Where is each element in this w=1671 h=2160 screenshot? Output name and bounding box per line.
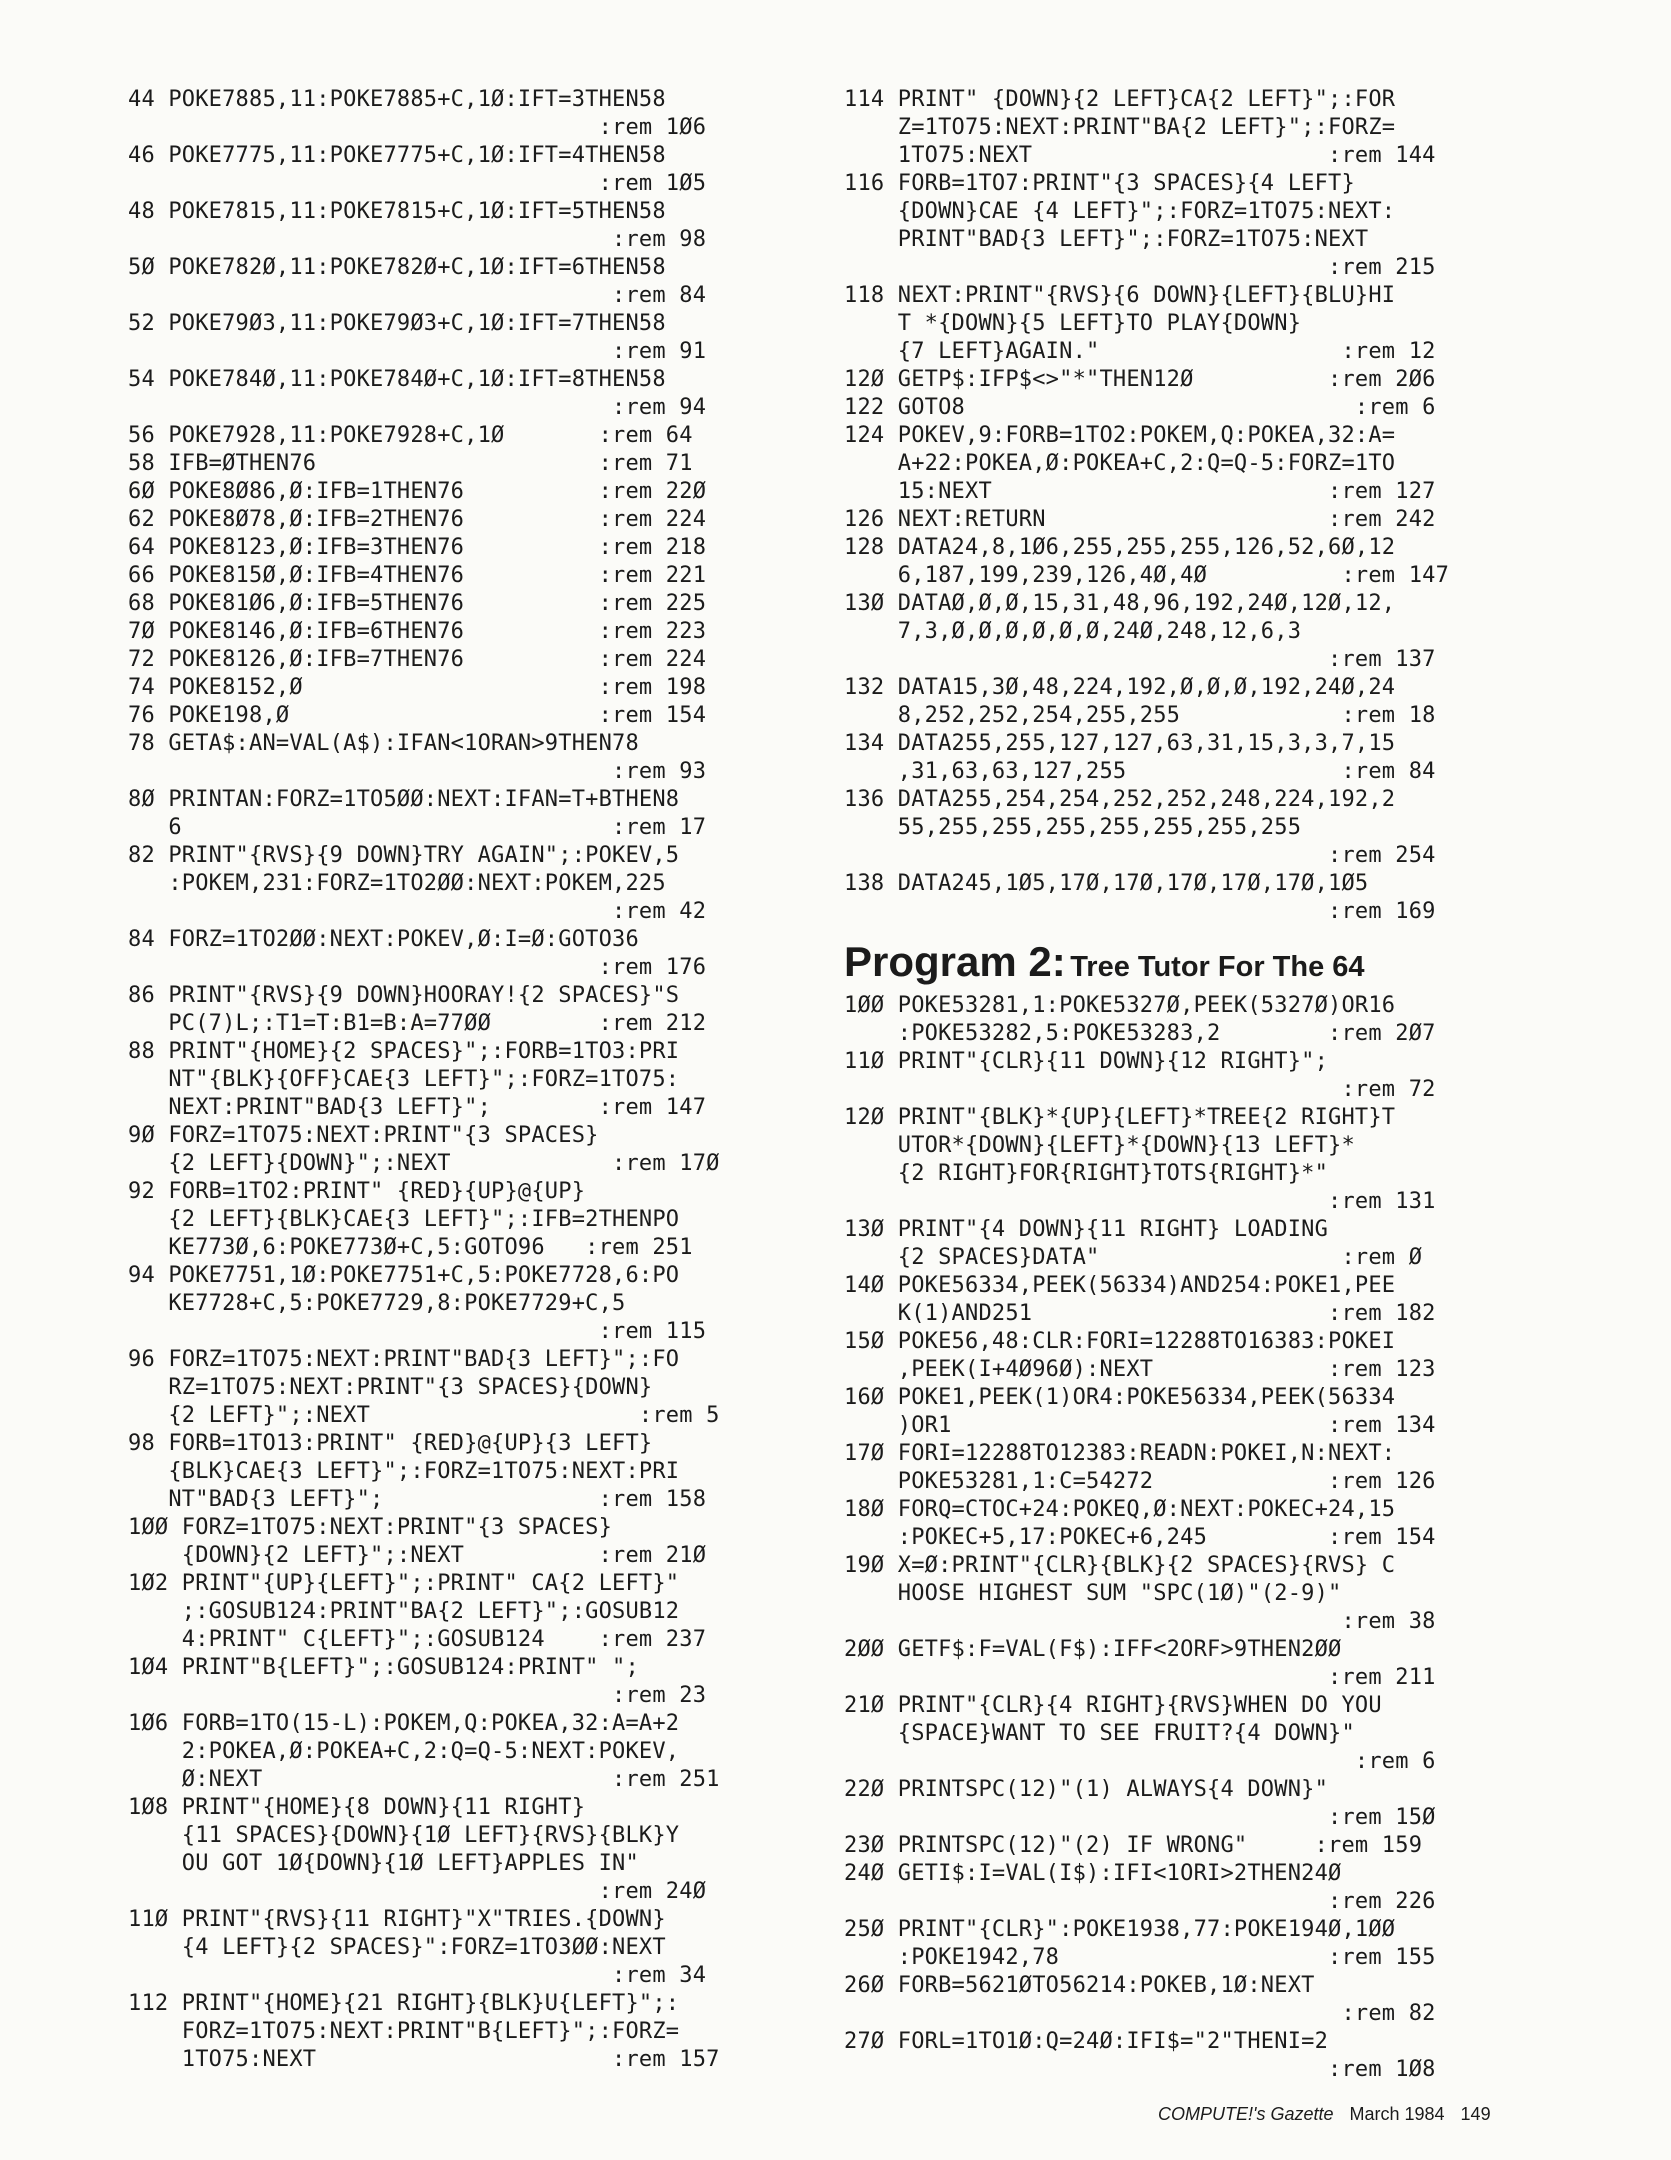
code-line: {2 LEFT}";:NEXT :rem 5 — [128, 1403, 720, 1428]
code-line: 13Ø PRINT"{4 DOWN}{11 RIGHT} LOADING — [844, 1217, 1329, 1242]
code-line: 6Ø POKE8Ø86,Ø:IFB=1THEN76 :rem 22Ø — [128, 479, 707, 504]
code-line: 74 POKE8152,Ø :rem 198 — [128, 675, 707, 700]
code-line: :rem 1Ø6 — [128, 115, 707, 140]
code-line: :rem 137 — [844, 647, 1436, 672]
code-line: 1ØØ FORZ=1TO75:NEXT:PRINT"{3 SPACES} — [128, 1515, 613, 1540]
page-footer — [1158, 2104, 1491, 2125]
code-line: :rem 211 — [844, 1665, 1436, 1690]
program-number: Program 2: — [844, 938, 1066, 985]
code-line: NT"BAD{3 LEFT}"; :rem 158 — [128, 1487, 707, 1512]
code-line: :rem 42 — [128, 899, 707, 924]
code-line: 9Ø FORZ=1TO75:NEXT:PRINT"{3 SPACES} — [128, 1123, 599, 1148]
code-line: 66 POKE815Ø,Ø:IFB=4THEN76 :rem 221 — [128, 563, 707, 588]
code-line: :rem 34 — [128, 1963, 707, 1988]
code-line: POKE53281,1:C=54272 :rem 126 — [844, 1469, 1436, 1494]
code-line: RZ=1TO75:NEXT:PRINT"{3 SPACES}{DOWN} — [128, 1375, 653, 1400]
code-line: 7,3,Ø,Ø,Ø,Ø,Ø,Ø,24Ø,248,12,6,3 — [844, 619, 1302, 644]
code-line: 21Ø PRINT"{CLR}{4 RIGHT}{RVS}WHEN DO YOU — [844, 1693, 1382, 1718]
code-line: 22Ø PRINTSPC(12)"(1) ALWAYS{4 DOWN}" — [844, 1777, 1329, 1802]
code-line: :POKEM,231:FORZ=1TO2ØØ:NEXT:POKEM,225 — [128, 871, 666, 896]
code-line: Ø:NEXT :rem 251 — [128, 1767, 720, 1792]
code-line: 132 DATA15,3Ø,48,224,192,Ø,Ø,Ø,192,24Ø,24 — [844, 675, 1396, 700]
code-line: HOOSE HIGHEST SUM "SPC(1Ø)"(2-9)" — [844, 1581, 1342, 1606]
code-line: 26Ø FORB=5621ØTO56214:POKEB,1Ø:NEXT — [844, 1973, 1315, 1998]
code-line: 72 POKE8126,Ø:IFB=7THEN76 :rem 224 — [128, 647, 707, 672]
code-line: 55,255,255,255,255,255,255,255 — [844, 815, 1302, 840]
code-line: 84 FORZ=1TO2ØØ:NEXT:POKEV,Ø:I=Ø:GOTO36 — [128, 927, 639, 952]
code-line: 24Ø GETI$:I=VAL(I$):IFI<1ORI>2THEN24Ø — [844, 1861, 1342, 1886]
code-line: 8,252,252,254,255,255 :rem 18 — [844, 703, 1436, 728]
code-line: UTOR*{DOWN}{LEFT}*{DOWN}{13 LEFT}* — [844, 1133, 1355, 1158]
code-line: 6 :rem 17 — [128, 815, 707, 840]
program-1-continuation — [844, 86, 1544, 926]
code-line: 1Ø2 PRINT"{UP}{LEFT}";:PRINT" CA{2 LEFT}" — [128, 1571, 680, 1596]
code-line: :rem 84 — [128, 283, 707, 308]
code-line: 2ØØ GETF$:F=VAL(F$):IFF<2ORF>9THEN2ØØ — [844, 1637, 1342, 1662]
code-line: 62 POKE8Ø78,Ø:IFB=2THEN76 :rem 224 — [128, 507, 707, 532]
code-line: :POKE53282,5:POKE53283,2 :rem 2Ø7 — [844, 1021, 1436, 1046]
code-line: K(1)AND251 :rem 182 — [844, 1301, 1436, 1326]
code-line: 112 PRINT"{HOME}{21 RIGHT}{BLK}U{LEFT}";: — [128, 1991, 680, 2016]
code-line: {2 RIGHT}FOR{RIGHT}TOTS{RIGHT}*" — [844, 1161, 1329, 1186]
program-2-heading — [844, 932, 1544, 992]
right-listing-column — [844, 86, 1544, 2084]
code-line: 94 POKE7751,1Ø:POKE7751+C,5:POKE7728,6:PO — [128, 1263, 680, 1288]
code-line: )OR1 :rem 134 — [844, 1413, 1436, 1438]
code-line: :rem 1Ø5 — [128, 171, 707, 196]
code-line: KE773Ø,6:POKE773Ø+C,5:GOTO96 :rem 251 — [128, 1235, 693, 1260]
code-line: 78 GETA$:AN=VAL(A$):IFAN<1ORAN>9THEN78 — [128, 731, 639, 756]
code-line: {DOWN}{2 LEFT}";:NEXT :rem 21Ø — [128, 1543, 707, 1568]
code-line: :rem 72 — [844, 1077, 1436, 1102]
code-line: {DOWN}CAE {4 LEFT}";:FORZ=1TO75:NEXT: — [844, 199, 1396, 224]
code-line: FORZ=1TO75:NEXT:PRINT"B{LEFT}";:FORZ= — [128, 2019, 680, 2044]
code-line: :rem 254 — [844, 843, 1436, 868]
code-line: 17Ø FORI=12288TO12383:READN:POKEI,N:NEXT: — [844, 1441, 1396, 1466]
code-line: 116 FORB=1TO7:PRINT"{3 SPACES}{4 LEFT} — [844, 171, 1355, 196]
code-line: 11Ø PRINT"{CLR}{11 DOWN}{12 RIGHT}"; — [844, 1049, 1329, 1074]
code-line: 54 POKE784Ø,11:POKE784Ø+C,1Ø:IFT=8THEN58 — [128, 367, 666, 392]
code-line: {4 LEFT}{2 SPACES}":FORZ=1TO3ØØ:NEXT — [128, 1935, 666, 1960]
code-line: 46 POKE7775,11:POKE7775+C,1Ø:IFT=4THEN58 — [128, 143, 666, 168]
code-line: 48 POKE7815,11:POKE7815+C,1Ø:IFT=5THEN58 — [128, 199, 666, 224]
code-line: {11 SPACES}{DOWN}{1Ø LEFT}{RVS}{BLK}Y — [128, 1823, 680, 1848]
code-line: 136 DATA255,254,254,252,252,248,224,192,2 — [844, 787, 1396, 812]
code-line: 98 FORB=1TO13:PRINT" {RED}@{UP}{3 LEFT} — [128, 1431, 653, 1456]
code-line: 1TO75:NEXT :rem 144 — [844, 143, 1436, 168]
code-line: 134 DATA255,255,127,127,63,31,15,3,3,7,15 — [844, 731, 1396, 756]
code-line: 92 FORB=1TO2:PRINT" {RED}{UP}@{UP} — [128, 1179, 586, 1204]
code-line: 4:PRINT" C{LEFT}";:GOSUB124 :rem 237 — [128, 1627, 707, 1652]
code-line: 82 PRINT"{RVS}{9 DOWN}TRY AGAIN";:POKEV,5 — [128, 843, 680, 868]
code-line: :rem 226 — [844, 1889, 1436, 1914]
code-line: :rem 98 — [128, 227, 707, 252]
code-line: :rem 131 — [844, 1189, 1436, 1214]
code-line: :rem 176 — [128, 955, 707, 980]
code-line: KE7728+C,5:POKE7729,8:POKE7729+C,5 — [128, 1291, 626, 1316]
code-line: {2 SPACES}DATA" :rem Ø — [844, 1245, 1423, 1270]
code-line: :rem 15Ø — [844, 1805, 1436, 1830]
code-line: ,31,63,63,127,255 :rem 84 — [844, 759, 1436, 784]
code-line: 12Ø PRINT"{BLK}*{UP}{LEFT}*TREE{2 RIGHT}T — [844, 1105, 1396, 1130]
code-line: 76 POKE198,Ø :rem 154 — [128, 703, 707, 728]
code-line: 2:POKEA,Ø:POKEA+C,2:Q=Q-5:NEXT:POKEV, — [128, 1739, 680, 1764]
code-line: :rem 24Ø — [128, 1879, 707, 1904]
issue-date: March 1984 — [1349, 2104, 1445, 2124]
code-line: 13Ø DATAØ,Ø,Ø,15,31,48,96,192,24Ø,12Ø,12, — [844, 591, 1396, 616]
code-line: {BLK}CAE{3 LEFT}";:FORZ=1TO75:NEXT:PRI — [128, 1459, 680, 1484]
program-2-listing — [844, 992, 1544, 2084]
code-line: 1Ø4 PRINT"B{LEFT}";:GOSUB124:PRINT" "; — [128, 1655, 639, 1680]
code-line: 19Ø X=Ø:PRINT"{CLR}{BLK}{2 SPACES}{RVS} C — [844, 1553, 1396, 1578]
code-line: :rem 215 — [844, 255, 1436, 280]
code-line: T *{DOWN}{5 LEFT}TO PLAY{DOWN} — [844, 311, 1302, 336]
code-line: 56 POKE7928,11:POKE7928+C,1Ø :rem 64 — [128, 423, 693, 448]
code-line: 1Ø6 FORB=1TO(15-L):POKEM,Q:POKEA,32:A=A+2 — [128, 1711, 680, 1736]
code-line: 96 FORZ=1TO75:NEXT:PRINT"BAD{3 LEFT}";:FO — [128, 1347, 680, 1372]
code-line: 138 DATA245,1Ø5,17Ø,17Ø,17Ø,17Ø,17Ø,1Ø5 — [844, 871, 1369, 896]
code-line: NEXT:PRINT"BAD{3 LEFT}"; :rem 147 — [128, 1095, 707, 1120]
code-line: 68 POKE81Ø6,Ø:IFB=5THEN76 :rem 225 — [128, 591, 707, 616]
code-line: :rem 169 — [844, 899, 1436, 924]
code-line: 12Ø GETP$:IFP$<>"*"THEN12Ø :rem 2Ø6 — [844, 367, 1436, 392]
code-line: PRINT"BAD{3 LEFT}";:FORZ=1TO75:NEXT — [844, 227, 1369, 252]
code-line: 6,187,199,239,126,4Ø,4Ø :rem 147 — [844, 563, 1450, 588]
code-line: {SPACE}WANT TO SEE FRUIT?{4 DOWN}" — [844, 1721, 1355, 1746]
code-line: :rem 1Ø8 — [844, 2057, 1436, 2082]
code-line: :rem 94 — [128, 395, 707, 420]
code-line: 11Ø PRINT"{RVS}{11 RIGHT}"X"TRIES.{DOWN} — [128, 1907, 666, 1932]
code-line: 1Ø8 PRINT"{HOME}{8 DOWN}{11 RIGHT} — [128, 1795, 586, 1820]
code-line: 7Ø POKE8146,Ø:IFB=6THEN76 :rem 223 — [128, 619, 707, 644]
code-line: 124 POKEV,9:FORB=1TO2:POKEM,Q:POKEA,32:A= — [844, 423, 1396, 448]
code-line: 16Ø POKE1,PEEK(1)OR4:POKE56334,PEEK(56334 — [844, 1385, 1396, 1410]
code-line: 128 DATA24,8,1Ø6,255,255,255,126,52,6Ø,12 — [844, 535, 1396, 560]
code-line: 122 GOTO8 :rem 6 — [844, 395, 1436, 420]
code-line: 25Ø PRINT"{CLR}":POKE1938,77:POKE194Ø,1ØØ — [844, 1917, 1396, 1942]
code-line: 126 NEXT:RETURN :rem 242 — [844, 507, 1436, 532]
code-line: ,PEEK(I+4Ø96Ø):NEXT :rem 123 — [844, 1357, 1436, 1382]
code-line: Z=1TO75:NEXT:PRINT"BA{2 LEFT}";:FORZ= — [844, 115, 1396, 140]
code-line: 18Ø FORQ=CTOC+24:POKEQ,Ø:NEXT:POKEC+24,15 — [844, 1497, 1396, 1522]
code-line: :rem 93 — [128, 759, 707, 784]
code-line: 64 POKE8123,Ø:IFB=3THEN76 :rem 218 — [128, 535, 707, 560]
code-line: 88 PRINT"{HOME}{2 SPACES}";:FORB=1TO3:PRI — [128, 1039, 680, 1064]
code-line: :rem 91 — [128, 339, 707, 364]
code-line: 118 NEXT:PRINT"{RVS}{6 DOWN}{LEFT}{BLU}HI — [844, 283, 1396, 308]
code-line: 8Ø PRINTAN:FORZ=1TO5ØØ:NEXT:IFAN=T+BTHEN8 — [128, 787, 680, 812]
code-line: 1ØØ POKE53281,1:POKE5327Ø,PEEK(5327Ø)OR16 — [844, 993, 1396, 1018]
code-line: NT"{BLK}{OFF}CAE{3 LEFT}";:FORZ=1TO75: — [128, 1067, 680, 1092]
code-line: {2 LEFT}{DOWN}";:NEXT :rem 17Ø — [128, 1151, 720, 1176]
code-line: 86 PRINT"{RVS}{9 DOWN}HOORAY!{2 SPACES}"S — [128, 983, 680, 1008]
left-listing-column — [128, 86, 828, 2074]
page-number: 149 — [1460, 2104, 1491, 2124]
code-line: PC(7)L;:T1=T:B1=B:A=77ØØ :rem 212 — [128, 1011, 707, 1036]
code-line: ;:GOSUB124:PRINT"BA{2 LEFT}";:GOSUB12 — [128, 1599, 680, 1624]
publication-name: COMPUTE!'s Gazette — [1158, 2104, 1334, 2124]
code-line: :rem 23 — [128, 1683, 707, 1708]
code-line: 52 POKE79Ø3,11:POKE79Ø3+C,1Ø:IFT=7THEN58 — [128, 311, 666, 336]
code-line: 23Ø PRINTSPC(12)"(2) IF WRONG" :rem 159 — [844, 1833, 1423, 1858]
code-line: :POKE1942,78 :rem 155 — [844, 1945, 1436, 1970]
code-line: OU GOT 1Ø{DOWN}{1Ø LEFT}APPLES IN" — [128, 1851, 639, 1876]
code-line: 27Ø FORL=1TO1Ø:Q=24Ø:IFI$="2"THENI=2 — [844, 2029, 1329, 2054]
code-line: 44 POKE7885,11:POKE7885+C,1Ø:IFT=3THEN58 — [128, 87, 666, 112]
code-line: A+22:POKEA,Ø:POKEA+C,2:Q=Q-5:FORZ=1TO — [844, 451, 1396, 476]
code-line: 58 IFB=ØTHEN76 :rem 71 — [128, 451, 693, 476]
code-line: 14Ø POKE56334,PEEK(56334)AND254:POKE1,PEE — [844, 1273, 1396, 1298]
code-line: :rem 6 — [844, 1749, 1436, 1774]
code-line: 15Ø POKE56,48:CLR:FORI=12288TO16383:POKEI — [844, 1329, 1396, 1354]
program-title: Tree Tutor For The 64 — [1070, 951, 1365, 983]
code-line: :rem 82 — [844, 2001, 1436, 2026]
code-line: 114 PRINT" {DOWN}{2 LEFT}CA{2 LEFT}";:FOR — [844, 87, 1396, 112]
code-line: {2 LEFT}{BLK}CAE{3 LEFT}";:IFB=2THENPO — [128, 1207, 680, 1232]
code-line: 1TO75:NEXT :rem 157 — [128, 2047, 720, 2072]
code-line: :POKEC+5,17:POKEC+6,245 :rem 154 — [844, 1525, 1436, 1550]
code-line: {7 LEFT}AGAIN." :rem 12 — [844, 339, 1436, 364]
code-line: :rem 38 — [844, 1609, 1436, 1634]
code-line: :rem 115 — [128, 1319, 707, 1344]
code-line: 15:NEXT :rem 127 — [844, 479, 1436, 504]
code-line: 5Ø POKE782Ø,11:POKE782Ø+C,1Ø:IFT=6THEN58 — [128, 255, 666, 280]
